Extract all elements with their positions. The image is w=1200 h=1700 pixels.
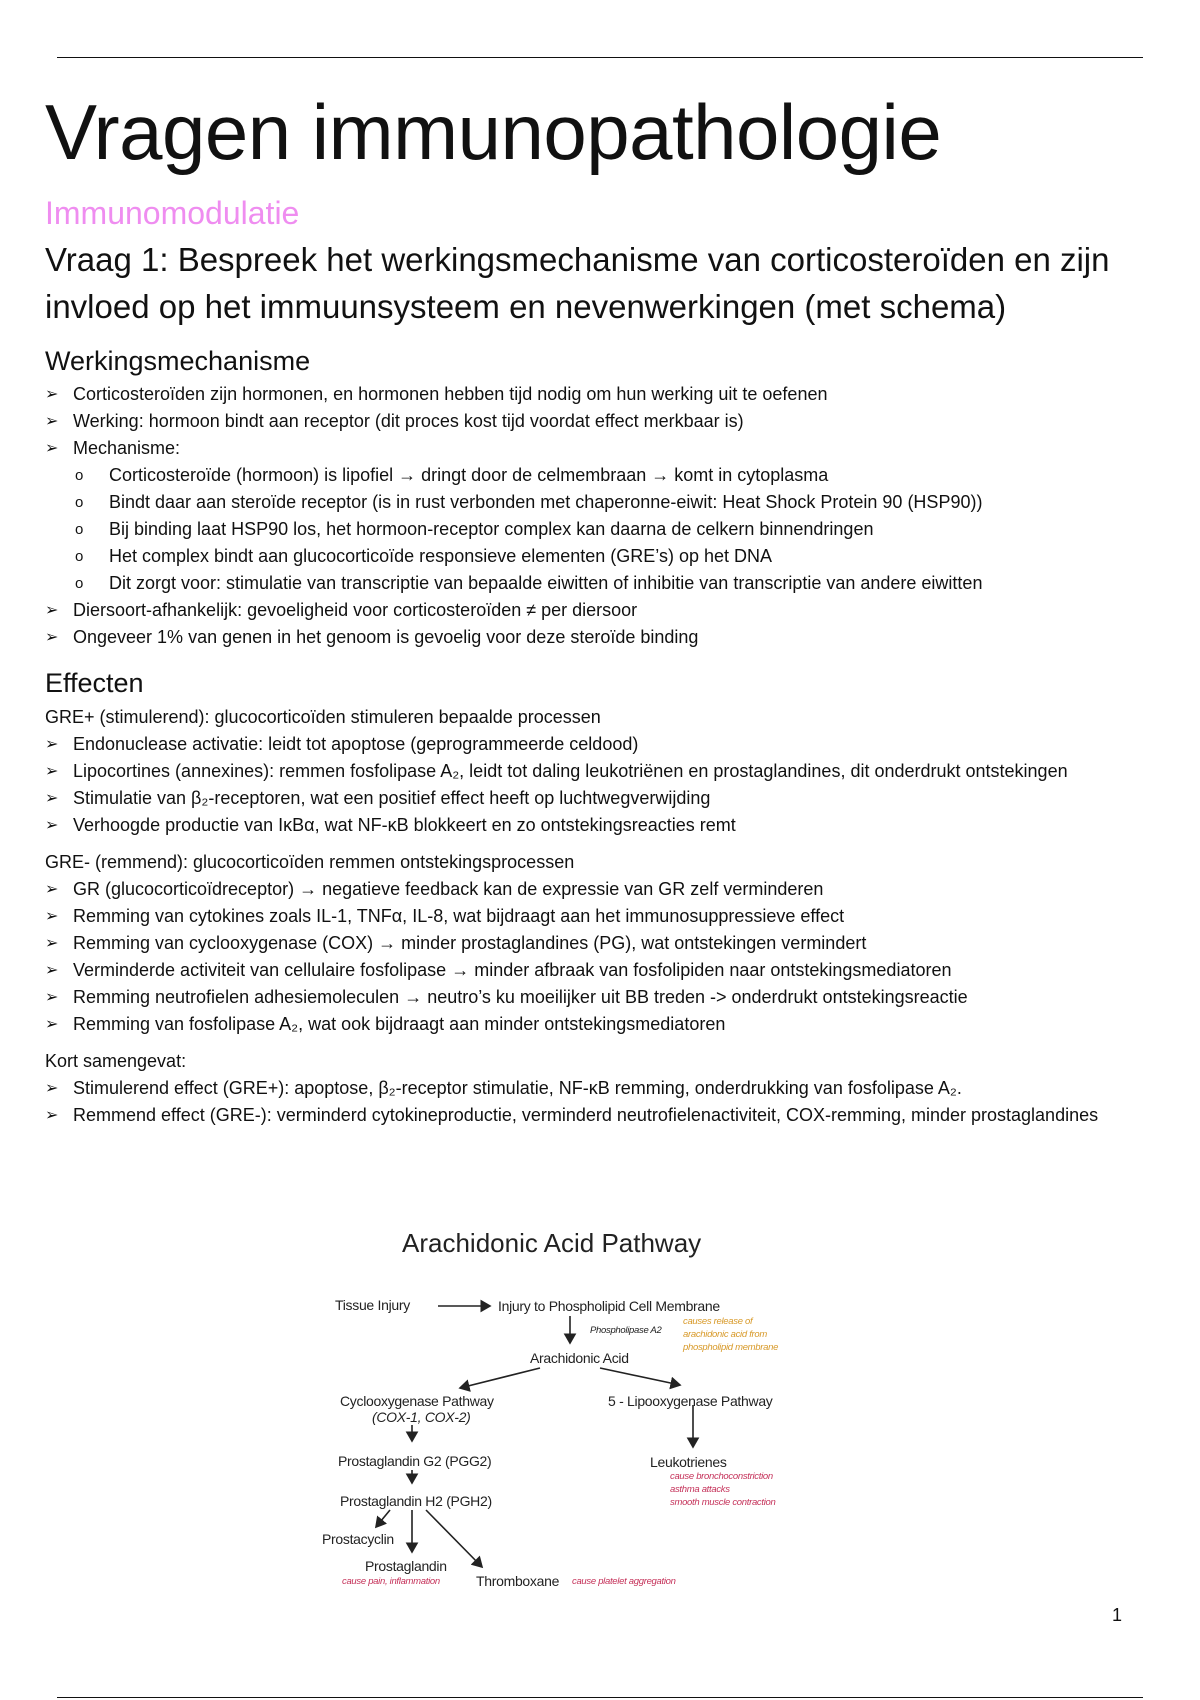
document-title: Vragen immunopathologie: [45, 88, 942, 176]
list-item: ➢ Corticosteroïden zijn hormonen, en hormonen hebben tijd nodig om hun werking uit te oefenen: [45, 381, 1155, 408]
cox-pathway-label: Cyclooxygenase Pathway: [340, 1393, 494, 1409]
sub-list-item: o Bij binding laat HSP90 los, het hormoon-receptor complex kan daarna de celkern binnendringen: [45, 516, 1155, 543]
list-item: ➢ GR (glucocorticoïdreceptor) → negatieve feedback kan de expressie van GR zelf verminderen: [45, 876, 1155, 903]
question-heading: Vraag 1: Bespreek het werkingsmechanisme van corticosteroïden en zijn invloed op het immuunsysteem en nevenwerkingen (met schema): [45, 241, 1110, 325]
circle-bullet-icon: o: [75, 575, 84, 593]
list-item: ➢ Remming neutrofielen adhesiemoleculen → neutro’s ku moeilijker uit BB treden -> onderdrukt ontstekingsreactie: [45, 984, 1155, 1011]
sub-list-item: o Dit zorgt voor: stimulatie van transcriptie van bepaalde eiwitten of inhibitie van transcriptie van andere eiwitten: [45, 570, 1155, 597]
arrow-arachidonic-lox: [600, 1368, 680, 1385]
circle-bullet-icon: o: [75, 494, 84, 512]
list-item: ➢ Mechanisme:: [45, 435, 1155, 462]
bottom-rule: [57, 1697, 1143, 1698]
top-rule: [57, 57, 1143, 58]
list-item: ➢ Lipocortines (annexines): remmen fosfolipase A₂, leidt tot daling leukotriënen en prostaglandines, dit onderdrukt ontstekingen: [45, 758, 1155, 785]
arrow-bullet-icon: ➢: [45, 1015, 59, 1033]
gre-plus-list: [45, 731, 1155, 839]
gre-min-list: [45, 876, 1155, 1038]
list-item: ➢ Diersoort-afhankelijk: gevoeligheid voor corticosteroïden ≠ per diersoor: [45, 597, 1155, 624]
prostaglandin-note: cause pain, inflammation: [342, 1576, 440, 1587]
list-item: ➢ Werking: hormoon bindt aan receptor (dit proces kost tijd voordat effect merkbaar is): [45, 408, 1155, 435]
list-item: ➢ Verminderde activiteit van cellulaire fosfolipase → minder afbraak van fosfolipiden naar ontstekingsmediatoren: [45, 957, 1155, 984]
membrane-label: Injury to Phospholipid Cell Membrane: [498, 1298, 720, 1314]
page-number: 1: [1112, 1605, 1123, 1625]
arachidonic-acid-diagram: [290, 1225, 850, 1605]
thromboxane-note: cause platelet aggregation: [572, 1576, 676, 1587]
list-item: ➢ Remmend effect (GRE-): verminderd cytokineproductie, verminderd neutrofielenactiviteit, COX-remming, minder prostaglandines: [45, 1102, 1155, 1129]
enzyme-label: Phospholipase A2: [590, 1325, 662, 1336]
tissue-injury-label: Tissue Injury: [335, 1297, 410, 1313]
arrow-bullet-icon: ➢: [45, 988, 59, 1006]
arrow-bullet-icon: ➢: [45, 413, 59, 431]
enzyme-note: causes release of arachidonic acid from phospholipid membrane: [683, 1316, 779, 1353]
list-item: ➢ Ongeveer 1% van genen in het genoom is gevoelig voor deze steroïde binding: [45, 624, 1155, 651]
list-item: ➢ Stimulatie van β₂-receptoren, wat een positief effect heeft op luchtwegverwijding: [45, 785, 1155, 812]
arrow-pgh2-prostacyclin: [376, 1510, 390, 1527]
list-item: ➢ Remming van fosfolipase A₂, wat ook bijdraagt aan minder ontstekingsmediatoren: [45, 1011, 1155, 1038]
arrow-bullet-icon: ➢: [45, 789, 59, 807]
leukotrienes-note: cause bronchoconstriction asthma attacks smooth muscle contraction: [670, 1471, 776, 1508]
gre-min-intro: GRE- (remmend): glucocorticoïden remmen ontstekingsprocessen: [45, 851, 575, 872]
summary-intro: Kort samengevat:: [45, 1050, 187, 1071]
effects-heading: Effecten: [45, 668, 144, 699]
diagram-title: Arachidonic Acid Pathway: [402, 1228, 702, 1258]
list-item: ➢ Remming van cytokines zoals IL-1, TNFα, IL-8, wat bijdraagt aan het immunosuppressieve effect: [45, 903, 1155, 930]
arrow-arachidonic-cox: [460, 1368, 540, 1388]
list-item: ➢ Verhoogde productie van IκBα, wat NF-κB blokkeert en zo ontstekingsreacties remt: [45, 812, 1155, 839]
mechanism-list: [45, 381, 1155, 651]
prostaglandin-label: Prostaglandin: [365, 1558, 447, 1574]
list-item: ➢ Endonuclease activatie: leidt tot apoptose (geprogrammeerde celdood): [45, 731, 1155, 758]
prostacyclin-label: Prostacyclin: [322, 1531, 394, 1547]
arrow-bullet-icon: ➢: [45, 735, 59, 753]
sub-list-item: o Bindt daar aan steroïde receptor (is in rust verbonden met chaperonne-eiwit: Heat Shock Protein 90 (HSP90)): [45, 489, 1155, 516]
mechanism-heading: Werkingsmechanisme: [45, 345, 311, 376]
sub-list-item: o Het complex bindt aan glucocorticoïde responsieve elementen (GRE’s) op het DNA: [45, 543, 1155, 570]
document-page: [45, 85, 1155, 1129]
arrow-bullet-icon: ➢: [45, 602, 59, 620]
arrow-bullet-icon: ➢: [45, 440, 59, 458]
pgg2-label: Prostaglandin G2 (PGG2): [338, 1453, 492, 1469]
arrow-bullet-icon: ➢: [45, 880, 59, 898]
arrow-bullet-icon: ➢: [45, 386, 59, 404]
arrow-bullet-icon: ➢: [45, 1079, 59, 1097]
arrow-bullet-icon: ➢: [45, 961, 59, 979]
gre-plus-intro: GRE+ (stimulerend): glucocorticoïden stimuleren bepaalde processen: [45, 706, 601, 727]
arrow-bullet-icon: ➢: [45, 816, 59, 834]
section-heading: Immunomodulatie: [45, 195, 300, 231]
pgh2-label: Prostaglandin H2 (PGH2): [340, 1493, 492, 1509]
thromboxane-label: Thromboxane: [476, 1573, 560, 1589]
arachidonic-acid-label: Arachidonic Acid: [530, 1350, 629, 1366]
leukotrienes-label: Leukotrienes: [650, 1454, 727, 1470]
circle-bullet-icon: o: [75, 548, 84, 566]
sub-list-item: o Corticosteroïde (hormoon) is lipofiel → dringt door de celmembraan → komt in cytoplasma: [45, 462, 1155, 489]
arrow-bullet-icon: ➢: [45, 1106, 59, 1124]
cox-sub-label: (COX-1, COX-2): [372, 1409, 471, 1425]
list-item: ➢ Remming van cyclooxygenase (COX) → minder prostaglandines (PG), wat ontstekingen vermindert: [45, 930, 1155, 957]
arrow-bullet-icon: ➢: [45, 762, 59, 780]
lox-pathway-label: 5 - Lipooxygenase Pathway: [608, 1393, 773, 1409]
arrow-bullet-icon: ➢: [45, 629, 59, 647]
circle-bullet-icon: o: [75, 467, 84, 485]
summary-list: [45, 1075, 1155, 1129]
circle-bullet-icon: o: [75, 521, 84, 539]
list-item: ➢ Stimulerend effect (GRE+): apoptose, β₂-receptor stimulatie, NF-κB remming, onderdrukking van fosfolipase A₂.: [45, 1075, 1155, 1102]
arrow-bullet-icon: ➢: [45, 934, 59, 952]
arrow-bullet-icon: ➢: [45, 907, 59, 925]
